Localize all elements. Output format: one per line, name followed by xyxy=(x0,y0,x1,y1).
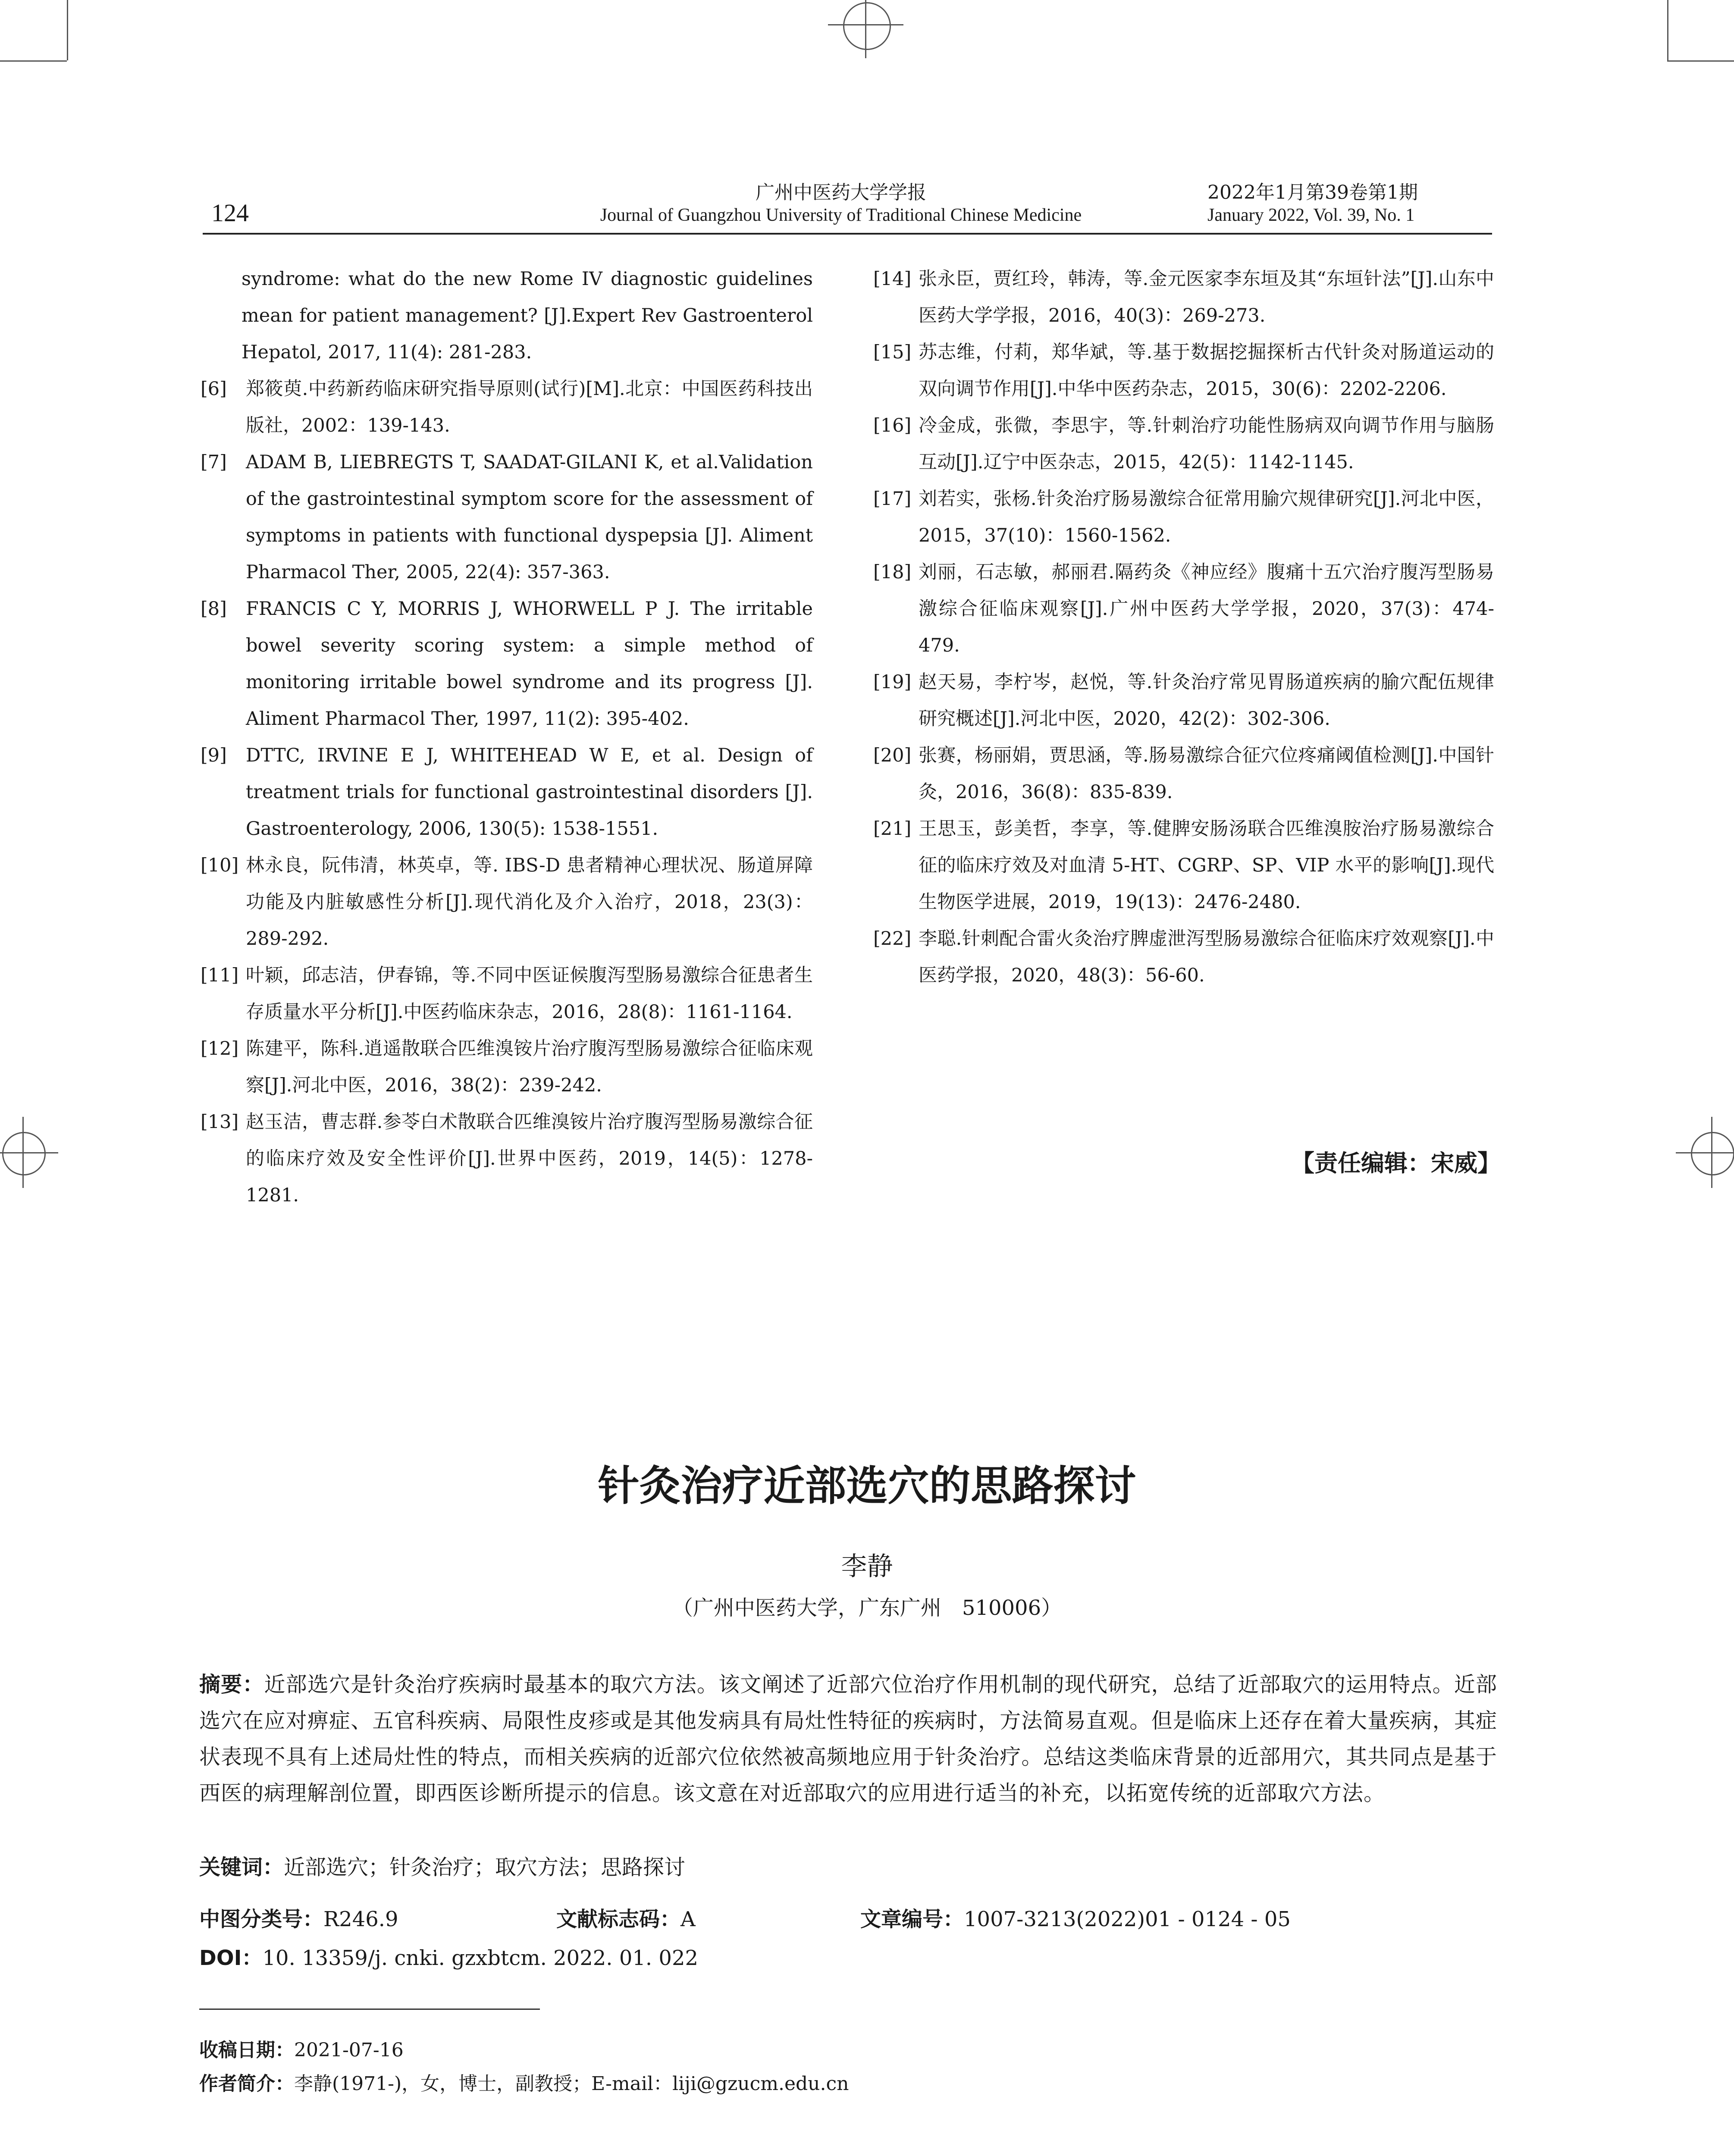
received-date xyxy=(199,2034,404,2062)
reference-item xyxy=(201,1031,813,1104)
reference-text: 苏志维，付莉，郑华斌，等.基于数据挖掘探析古代针灸对肠道运动的双向调节作用[J].中华中医药杂志，2015，30(6)：2202-2206. xyxy=(919,342,1494,400)
reference-item xyxy=(873,481,1494,554)
abstract-text: 近部选穴是针灸治疗疾病时最基本的取穴方法。该文阐述了近部穴位治疗作用机制的现代研究，总结了近部取穴的运用特点。近部选穴在应对痹症、五官科疾病、局限性皮疹或是其他发病具有局灶性特征的疾病时，方法简易直观。但是临床上还存在着大量疾病，其症状表现不具有上述局灶性的特点，而相关疾病的近部穴位依然被高频地应用于针灸治疗。总结这类临床背景的近部用穴，其共同点是基于西医的病理解剖位置，即西医诊断所提示的信息。该文意在对近部取穴的应用进行适当的补充，以拓宽传统的近部取穴方法。 xyxy=(199,1672,1497,1805)
reference-text: 张赛，杨丽娟，贾思涵，等.肠易激综合征穴位疼痛阈值检测[J].中国针灸，2016，36(8)：835-839. xyxy=(919,745,1494,803)
reference-text: 林永良，阮伟清，林英卓，等. IBS-D 患者精神心理状况、肠道屏障功能及内脏敏感性分析[J].现代消化及介入治疗，2018，23(3)：289-292. xyxy=(246,855,813,950)
reference-continued: syndrome: what do the new Rome IV diagnostic guidelines mean for patient management? [J].Expert Rev Gastroenterol Hepatol, 2017, 11(4): 281-283. xyxy=(241,268,813,363)
reference-item xyxy=(201,957,813,1031)
reference-text: 张永臣，贾红玲，韩涛，等.金元医家李东垣及其“东垣针法”[J].山东中医药大学学报，2016，40(3)：269-273. xyxy=(919,268,1494,326)
article-author: 李静 xyxy=(841,1551,893,1582)
issue-info-en: January 2022, Vol. 39, No. 1 xyxy=(1207,205,1415,225)
reference-list-left xyxy=(201,371,813,1214)
reference-number: [20] xyxy=(873,745,912,766)
author-bio xyxy=(199,2068,849,2096)
references-right-column xyxy=(873,261,1494,994)
reference-number: [7] xyxy=(201,451,227,473)
reference-item xyxy=(201,444,813,591)
reference-number: [21] xyxy=(873,818,912,840)
reference-number: [18] xyxy=(873,561,912,583)
reference-text: 叶颖，邱志洁，伊春锦，等.不同中医证候腹泻型肠易激综合征患者生存质量水平分析[J].中医药临床杂志，2016，28(8)：1161-1164. xyxy=(246,965,813,1023)
article-no-label: 文章编号： xyxy=(860,1907,964,1931)
reference-text: DTTC, IRVINE E J, WHITEHEAD W E, et al. Design of treatment trials for functional gastrointestinal disorders [J]. Gastroenterology, 2006, 130(5): 1538-1551. xyxy=(246,745,813,840)
doi xyxy=(199,1941,698,1971)
reference-item xyxy=(873,921,1494,994)
doi-value: 10. 13359/j. cnki. gzxbtcm. 2022. 01. 022 xyxy=(262,1946,699,1970)
reference-number: [16] xyxy=(873,415,912,436)
references-left-column xyxy=(201,261,813,1214)
reference-number: [10] xyxy=(201,855,239,876)
reference-number: [13] xyxy=(201,1111,239,1133)
reference-list-right xyxy=(873,261,1494,994)
clc-number xyxy=(199,1902,398,1932)
clc-label: 中图分类号： xyxy=(199,1907,324,1931)
reference-number: [6] xyxy=(201,378,227,400)
reference-item xyxy=(201,1104,813,1214)
document-code xyxy=(556,1902,696,1932)
doc-code-label: 文献标志码： xyxy=(556,1907,681,1931)
reference-text: 郑筱萸.中药新药临床研究指导原则(试行)[M].北京：中国医药科技出版社，2002：139-143. xyxy=(246,378,813,436)
keywords-text: 近部选穴；针灸治疗；取穴方法；思路探讨 xyxy=(284,1855,686,1880)
received-value: 2021-07-16 xyxy=(294,2039,404,2061)
reference-item xyxy=(873,737,1494,811)
article-no-value: 1007-3213(2022)01 - 0124 - 05 xyxy=(964,1907,1291,1931)
article-title: 针灸治疗近部选穴的思路探讨 xyxy=(598,1462,1136,1510)
reference-item xyxy=(873,811,1494,921)
clc-value: R246.9 xyxy=(323,1907,398,1931)
reference-text: 李聪.针刺配合雷火灸治疗脾虚泄泻型肠易激综合征临床疗效观察[J].中医药学报，2020，48(3)：56-60. xyxy=(919,928,1494,986)
reference-text: 刘若实，张杨.针灸治疗肠易激综合征常用腧穴规律研究[J].河北中医，2015，37(10)：1560-1562. xyxy=(919,488,1494,546)
header-rule xyxy=(203,233,1492,235)
reference-text: ADAM B, LIEBREGTS T, SAADAT-GILANI K, et al.Validation of the gastrointestinal symptom score for the assessment of symptoms in patients with functional dyspepsia [J]. Aliment Pharmacol Ther, 2005, 22(4): 357-363. xyxy=(246,451,813,583)
reference-item xyxy=(201,847,813,957)
reference-text: 赵天易，李柠岑，赵悦，等.针灸治疗常见胃肠道疾病的腧穴配伍规律研究概述[J].河北中医，2020，42(2)：302-306. xyxy=(919,671,1494,730)
doc-code-value: A xyxy=(680,1907,696,1931)
reference-item xyxy=(873,334,1494,407)
abstract-label: 摘要： xyxy=(199,1672,264,1697)
keywords xyxy=(199,1851,1497,1881)
reference-text: FRANCIS C Y, MORRIS J, WHORWELL P J. The irritable bowel severity scoring system: a simple method of monitoring irritable bowel syndrome and its progress [J]. Aliment Pharmacol Ther, 1997, 11(2): 395-402. xyxy=(246,598,813,730)
reference-number: [15] xyxy=(873,342,912,363)
reference-text: 冷金成，张微，李思宇，等.针刺治疗功能性肠病双向调节作用与脑肠互动[J].辽宁中医杂志，2015，42(5)：1142-1145. xyxy=(919,415,1494,473)
reference-item xyxy=(201,591,813,737)
reference-item xyxy=(201,737,813,847)
reference-text: 王思玉，彭美哲，李享，等.健脾安肠汤联合匹维溴胺治疗肠易激综合征的临床疗效及对血清 5-HT、CGRP、SP、VIP 水平的影响[J].现代生物医学进展，2019，19(13)：2476-2480. xyxy=(919,818,1494,913)
bio-label: 作者简介： xyxy=(199,2073,294,2095)
received-label: 收稿日期： xyxy=(199,2039,294,2061)
abstract xyxy=(199,1667,1497,1811)
reference-item xyxy=(873,407,1494,481)
reference-item xyxy=(201,371,813,444)
reference-text: 赵玉洁，曹志群.参苓白术散联合匹维溴铵片治疗腹泻型肠易激综合征的临床疗效及安全性评价[J].世界中医药，2019，14(5)：1278-1281. xyxy=(246,1111,813,1206)
reference-text: 陈建平，陈科.逍遥散联合匹维溴铵片治疗腹泻型肠易激综合征临床观察[J].河北中医，2016，38(2)：239-242. xyxy=(246,1038,813,1096)
reference-item xyxy=(873,554,1494,664)
doi-label: DOI： xyxy=(199,1946,263,1970)
footnote-rule xyxy=(199,2009,540,2010)
reference-number: [22] xyxy=(873,928,912,950)
reference-number: [14] xyxy=(873,268,912,290)
reference-item xyxy=(873,261,1494,334)
reference-number: [9] xyxy=(201,745,227,766)
journal-name-en: Journal of Guangzhou University of Traditional Chinese Medicine xyxy=(600,205,1082,225)
reference-text: 刘丽，石志敏，郝丽君.隔药灸《神应经》腹痛十五穴治疗腹泻型肠易激综合征临床观察[J].广州中医药大学学报，2020，37(3)：474-479. xyxy=(919,561,1494,656)
keywords-label: 关键词： xyxy=(199,1855,284,1880)
author-affiliation: （广州中医药大学，广东广州 510006） xyxy=(672,1596,1062,1620)
reference-number: [17] xyxy=(873,488,912,510)
article-number xyxy=(860,1902,1291,1932)
issue-info-cn: 2022年1月第39卷第1期 xyxy=(1207,182,1418,204)
reference-number: [19] xyxy=(873,671,912,693)
reference-number: [8] xyxy=(201,598,227,620)
journal-name-cn: 广州中医药大学学报 xyxy=(756,182,926,204)
bio-value: 李静(1971-)，女，博士，副教授；E-mail：liji@gzucm.edu.cn xyxy=(294,2073,849,2095)
editor-note: 【责任编辑：宋威】 xyxy=(1291,1149,1501,1177)
reference-number: [12] xyxy=(201,1038,239,1059)
reference-item xyxy=(873,664,1494,737)
reference-number: [11] xyxy=(201,965,239,986)
page-number: 124 xyxy=(211,199,249,227)
